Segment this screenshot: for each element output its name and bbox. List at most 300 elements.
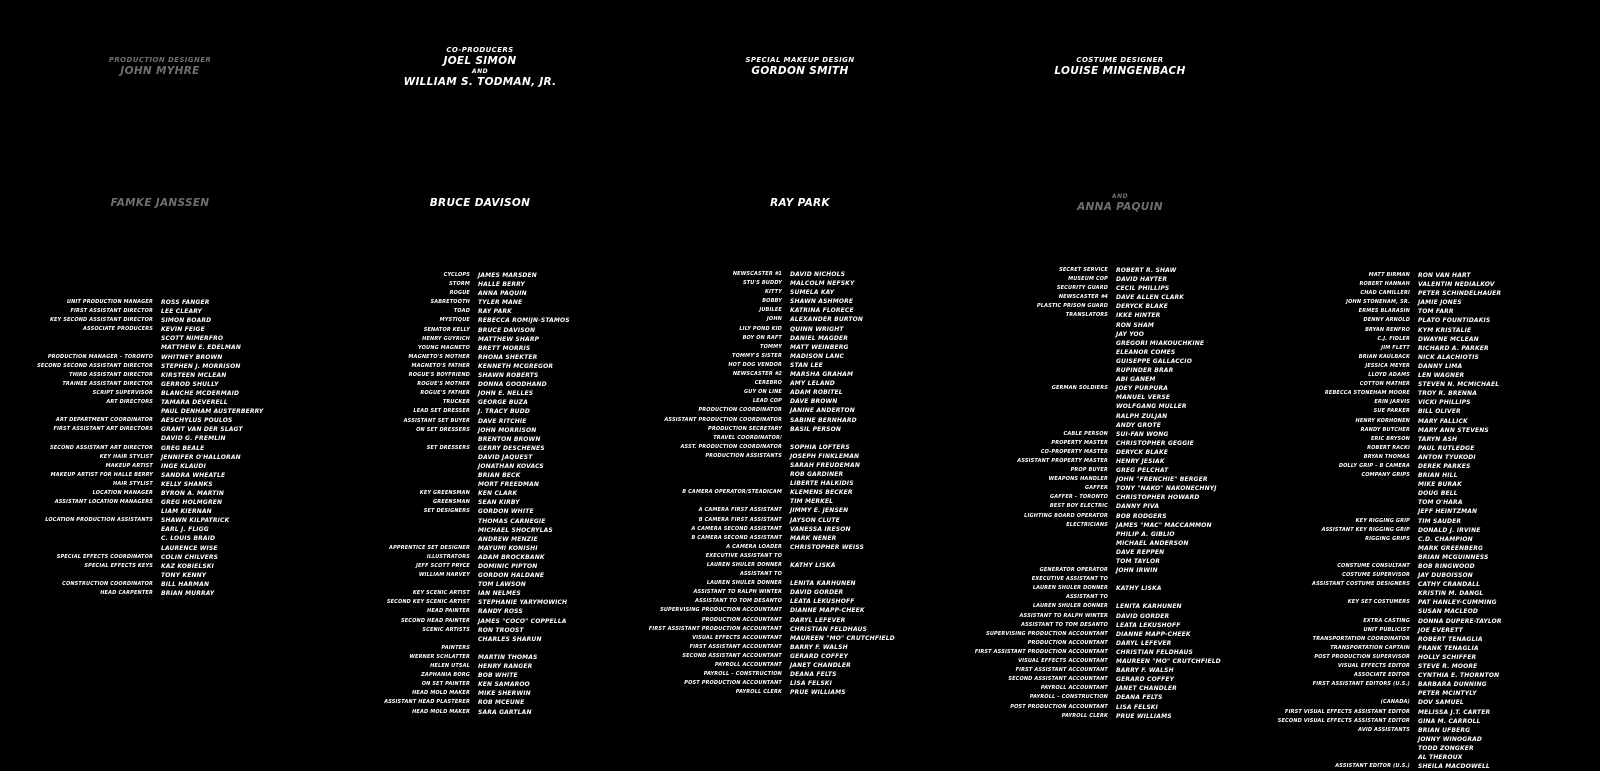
credit-role — [960, 330, 1116, 339]
credit-name: PAUL DENHAM AUSTERBERRY — [161, 408, 264, 416]
credit-row — [340, 326, 660, 335]
credit-role: BRYAN RENFRO — [1365, 326, 1410, 333]
credit-name: MARK NENER — [790, 534, 837, 542]
credit-role: PRODUCTION ASSISTANTS — [705, 452, 782, 459]
credit-role — [1270, 589, 1418, 598]
credit-row — [340, 589, 660, 598]
credit-row — [640, 334, 970, 343]
credit-row — [340, 307, 660, 316]
credit-row — [340, 298, 660, 307]
credit-role — [960, 339, 1116, 348]
credit-role: VISUAL EFFECTS EDITOR — [1337, 663, 1410, 670]
credit-row — [340, 698, 660, 707]
credit-name: JANET CHANDLER — [790, 662, 851, 670]
credit-name: TOM FARR — [1418, 308, 1454, 316]
credit-name: LISA FELSKI — [790, 680, 832, 688]
credit-row — [960, 311, 1280, 320]
card-bruce — [380, 197, 580, 209]
credit-role — [20, 525, 161, 534]
credit-row — [640, 452, 970, 461]
card-name: RAY PARK — [770, 197, 830, 209]
credit-role: TOMMY — [760, 343, 782, 350]
credit-row — [20, 389, 350, 398]
credit-role: ASSISTANT HEAD PLASTERER — [384, 699, 470, 706]
credit-row — [960, 612, 1280, 621]
credit-name: CHRISTOPHER GEGGIE — [1116, 439, 1194, 447]
credit-row — [640, 406, 970, 415]
credits-column-3 — [640, 270, 970, 697]
credit-row — [340, 335, 660, 344]
credit-row — [960, 448, 1280, 457]
credit-name: RON TROOST — [478, 626, 524, 634]
credit-row — [640, 416, 970, 425]
credit-role: GENERATOR OPERATOR — [1039, 567, 1108, 574]
credit-role: PAYROLL ACCOUNTANT — [1040, 685, 1108, 692]
credit-role: YOUNG MAGNETO — [418, 344, 470, 351]
credit-name: CATHY CRANDALL — [1418, 581, 1481, 589]
credit-row — [340, 380, 660, 389]
card-name: JOEL SIMON — [443, 55, 517, 67]
credit-role: POST PRODUCTION SUPERVISOR — [1314, 653, 1410, 660]
credit-row — [640, 606, 970, 615]
credit-name: JOEY PURPURA — [1116, 385, 1169, 393]
credit-row — [340, 708, 660, 717]
credit-name: STAN LEE — [790, 361, 823, 369]
credit-role: PROP BUYER — [1070, 467, 1108, 474]
credit-name: DEANA FELTS — [790, 671, 837, 679]
credit-row — [1270, 517, 1600, 526]
credit-row — [1270, 307, 1600, 316]
credit-name: DAVID HAYTER — [1116, 276, 1168, 284]
credit-name: JOE EVERETT — [1418, 626, 1464, 634]
credit-name: DOV SAMUEL — [1418, 699, 1464, 707]
credit-role — [1270, 607, 1418, 616]
credit-role: HAIR STYLIST — [113, 480, 153, 487]
credit-role: ASSOCIATE EDITOR — [1354, 672, 1410, 679]
credit-role — [960, 530, 1116, 539]
credit-row — [1270, 717, 1600, 726]
credit-role: MYSTIQUE — [439, 317, 470, 324]
credit-role — [1270, 735, 1418, 744]
credit-row — [340, 407, 660, 416]
credits-column-2 — [340, 271, 660, 716]
credit-row — [960, 639, 1280, 648]
credit-name: THOMAS CARNEGIE — [478, 517, 546, 525]
credit-name: DANNY LIMA — [1418, 362, 1463, 370]
credit-role: COSTUME SUPERVISOR — [1342, 572, 1410, 579]
credit-role: ASSISTANT TO — [1065, 594, 1108, 601]
credit-row — [340, 371, 660, 380]
credit-role — [1270, 553, 1418, 562]
credit-row — [960, 302, 1280, 311]
credit-row — [960, 412, 1280, 421]
credit-name: MORT FREEDMAN — [478, 481, 540, 489]
credit-row — [640, 470, 970, 479]
credit-name: SUMELA KAY — [790, 289, 835, 297]
credit-role: SECRET SERVICE — [1059, 267, 1108, 273]
credit-row — [340, 316, 660, 325]
credit-row — [1270, 689, 1600, 698]
credit-role — [340, 471, 478, 480]
credit-name: SHAWN ASHMORE — [790, 298, 854, 306]
credit-role: CHAD CAMILLERI — [1360, 290, 1410, 297]
credit-name: DAVE BROWN — [790, 398, 838, 406]
credit-role: KEY GREENSMAN — [419, 490, 470, 497]
credit-role: VISUAL EFFECTS ACCOUNTANT — [1018, 658, 1108, 665]
credit-name: DONNA GOODHAND — [478, 381, 547, 389]
credit-row — [20, 425, 350, 434]
credit-name: NICK ALACHIOTIS — [1418, 353, 1479, 361]
credit-role: NEWSCASTER #1 — [732, 271, 782, 277]
credit-row — [640, 552, 970, 561]
credit-name: HALLE BERRY — [478, 281, 525, 289]
credit-role — [340, 480, 478, 489]
credit-row — [340, 471, 660, 480]
credit-row — [1270, 708, 1600, 717]
credit-role: TRAVEL COORDINATOR/ — [713, 434, 782, 441]
credit-role: ASSISTANT SET BUYER — [403, 417, 470, 424]
credit-role: HOT DOG VENDOR — [728, 361, 782, 368]
credit-role: PAYROLL ACCOUNTANT — [714, 662, 782, 669]
credit-name: DONNA DUPERE-TAYLOR — [1418, 617, 1502, 625]
credit-row — [960, 693, 1280, 702]
credit-name: IKKE HINTER — [1116, 312, 1161, 320]
credit-row — [960, 712, 1280, 721]
credit-name: KEVIN FEIGE — [161, 326, 205, 334]
credit-role: ASSISTANT TO — [739, 571, 782, 578]
credit-name: LIBERTE HALKIDIS — [790, 480, 854, 488]
credits-column-1 — [20, 298, 350, 680]
credit-row — [960, 284, 1280, 293]
credit-role: JIM FLETT — [1381, 344, 1410, 351]
credit-row — [1270, 426, 1600, 435]
card-name: FAMKE JANSSEN — [110, 197, 210, 209]
credit-row — [640, 361, 970, 370]
credit-name: DAVE RITCHIE — [478, 417, 527, 425]
credit-row — [960, 402, 1280, 411]
credit-name: KENNETH MCGREGOR — [478, 362, 554, 370]
credit-name: ROBERT R. SHAW — [1116, 267, 1177, 274]
credit-name: GERROD SHULLY — [161, 380, 219, 388]
credit-role: PAYROLL – CONSTRUCTION — [703, 671, 782, 678]
credit-role: BEST BOY ELECTRIC — [1049, 503, 1108, 510]
credit-name: LISA FELSKI — [1116, 703, 1158, 711]
credit-row — [20, 398, 350, 407]
credit-row — [960, 375, 1280, 384]
credit-row — [640, 379, 970, 388]
credit-name: KATHY LISKA — [1116, 585, 1162, 593]
credit-name: KEN CLARK — [478, 490, 518, 498]
credit-role: B CAMERA FIRST ASSISTANT — [698, 516, 782, 523]
credit-row — [1270, 544, 1600, 553]
credit-name: DEREK PARKES — [1418, 462, 1471, 470]
credit-role: LAUREN SHULER DONNER — [706, 580, 782, 587]
credit-row — [960, 439, 1280, 448]
credit-role: A CAMERA LOADER — [726, 543, 782, 550]
credit-row — [340, 398, 660, 407]
credit-row — [960, 384, 1280, 393]
credit-row — [20, 434, 350, 443]
credit-role — [640, 497, 790, 506]
credit-role — [1270, 480, 1418, 489]
credit-row — [1270, 289, 1600, 298]
credit-role: ROBERT HANNAH — [1359, 281, 1410, 288]
credit-name: STEPHANIE YARYMOWICH — [478, 599, 568, 607]
credit-name: ANNA PAQUIN — [478, 290, 527, 298]
credit-name: KYM KRISTALIE — [1418, 326, 1472, 334]
credit-role: SECOND VISUAL EFFECTS ASSISTANT EDITOR — [1277, 717, 1410, 724]
credit-name: BRETT MORRIS — [478, 344, 531, 352]
credit-name: BASIL PERSON — [790, 425, 842, 433]
credit-name: KEN SAMAROO — [478, 681, 530, 689]
credit-role — [960, 357, 1116, 366]
credit-row — [340, 426, 660, 435]
credit-name: SCOTT NIMERFRO — [161, 335, 224, 343]
credit-name: LIAM KIERNAN — [161, 508, 212, 516]
credit-name: SARAH FREUDEMAN — [790, 461, 860, 469]
credit-name: RAY PARK — [478, 308, 512, 316]
credit-row — [960, 584, 1280, 593]
credit-name: ADAM BROCKBANK — [478, 553, 545, 561]
credit-role: ASSISTANT EDITOR (U.S.) — [1335, 763, 1410, 770]
card-conjunction: AND — [471, 68, 489, 75]
credit-name: PAUL RUTLEDGE — [1418, 444, 1475, 452]
credit-name: KAZ KOBIELSKI — [161, 562, 214, 570]
credit-name: REBECCA ROMIJN-STAMOS — [478, 317, 570, 325]
credit-role: CYCLOPS — [443, 272, 470, 278]
credit-row — [640, 425, 970, 434]
card-name: ANNA PAQUIN — [1077, 201, 1163, 213]
credit-role: FIRST ASSISTANT ART DIRECTORS — [53, 426, 153, 433]
credit-role — [20, 507, 161, 516]
credit-role: FIRST ASSISTANT ACCOUNTANT — [689, 643, 782, 650]
credit-name: MELISSA J.T. CARTER — [1418, 708, 1491, 716]
credit-row — [20, 325, 350, 334]
credit-name: COLIN CHILVERS — [161, 553, 219, 561]
credit-row — [640, 343, 970, 352]
credit-role — [20, 334, 161, 343]
credit-row — [640, 570, 970, 579]
credit-row — [960, 321, 1280, 330]
credit-role: ERIC BRYSON — [1370, 435, 1410, 442]
credit-role: JESSICA MEYER — [1365, 362, 1410, 369]
credit-name: GINA M. CARROLL — [1418, 717, 1481, 725]
credit-role: ERIN JARVIS — [1374, 399, 1410, 406]
credit-row — [960, 339, 1280, 348]
credit-row — [640, 588, 970, 597]
credit-role — [340, 517, 478, 526]
credit-name: JEFF HEINTZMAN — [1418, 508, 1478, 516]
credit-name: LENITA KARHUNEN — [790, 580, 856, 588]
credit-row — [1270, 680, 1600, 689]
credit-row — [960, 502, 1280, 511]
credit-row — [1270, 735, 1600, 744]
credit-row — [1270, 298, 1600, 307]
card-role: CO-PRODUCERS — [446, 46, 514, 54]
credit-row — [340, 562, 660, 571]
credit-role: STORM — [449, 281, 470, 288]
credit-role: KITTY — [764, 289, 782, 296]
card-name: BRUCE DAVISON — [429, 197, 531, 209]
credit-name: DAVID NICHOLS — [790, 271, 846, 278]
credit-row — [20, 371, 350, 380]
credit-row — [1270, 726, 1600, 735]
credit-role: POST PRODUCTION ACCOUNTANT — [1010, 703, 1108, 710]
credit-name: JAY DUBOISSON — [1418, 572, 1473, 580]
credit-row — [960, 657, 1280, 666]
credit-role: PAYROLL CLERK — [1061, 712, 1108, 719]
credit-role: PRODUCTION COORDINATOR — [698, 407, 782, 414]
credit-row — [1270, 271, 1600, 280]
credit-role — [960, 548, 1116, 557]
credit-name: KIRSTEEN MCLEAN — [161, 371, 227, 379]
credit-role: ART DEPARTMENT COORDINATOR — [55, 417, 153, 424]
credit-role: LAUREN SHULER DONNER — [1032, 585, 1108, 592]
credit-row — [340, 489, 660, 498]
credit-row — [340, 580, 660, 589]
credit-row — [1270, 580, 1600, 589]
credit-row — [1270, 462, 1600, 471]
credit-row — [1270, 480, 1600, 489]
credit-role: RANDY BUTCHER — [1360, 426, 1410, 433]
credit-row — [20, 589, 350, 598]
credit-row — [1270, 598, 1600, 607]
credit-row — [1270, 526, 1600, 535]
credit-row — [20, 362, 350, 371]
credit-row — [340, 644, 660, 653]
credit-role: KEY SCENIC ARTIST — [412, 590, 470, 597]
credit-role: EXECUTIVE ASSISTANT TO — [705, 552, 782, 559]
credit-row — [20, 553, 350, 562]
credit-row — [960, 630, 1280, 639]
credit-name: JONATHAN KOVACS — [478, 462, 544, 470]
credit-row — [960, 602, 1280, 611]
credit-role: LOCATION MANAGER — [92, 489, 153, 496]
credit-row — [640, 652, 970, 661]
credit-name: CHRISTOPHER WEISS — [790, 543, 864, 551]
credit-name: MALCOLM NEFSKY — [790, 280, 855, 288]
credit-name: ROB GARDINER — [790, 471, 844, 479]
credit-row — [640, 670, 970, 679]
credit-role: KEY SECOND ASSISTANT DIRECTOR — [49, 317, 153, 324]
credit-row — [1270, 626, 1600, 635]
credit-row — [1270, 535, 1600, 544]
credit-row — [20, 534, 350, 543]
credit-name: STEPHEN J. MORRISON — [161, 362, 241, 370]
credit-name: BRIAN UFBERG — [1418, 726, 1471, 734]
credit-name: DOMINIC PIPTON — [478, 563, 538, 570]
credit-role: ON SET DRESSERS — [416, 426, 470, 433]
credit-name: MICHAEL ANDERSON — [1116, 539, 1189, 547]
credit-role: SECOND SECOND ASSISTANT DIRECTOR — [37, 362, 153, 369]
credit-row — [960, 621, 1280, 630]
credit-role — [640, 470, 790, 479]
credit-name: ANDY GROTE — [1116, 421, 1161, 429]
credit-name: TIM MERKEL — [790, 498, 834, 506]
credit-name: BOB WHITE — [478, 672, 518, 680]
card-ray — [700, 197, 900, 209]
credit-role: LAUREN SHULER DONNER — [1032, 603, 1108, 610]
credit-row — [20, 562, 350, 571]
credit-role: SET DESIGNERS — [423, 508, 470, 515]
credit-role — [960, 539, 1116, 548]
credit-row — [340, 498, 660, 507]
credit-row — [960, 539, 1280, 548]
credit-row — [20, 334, 350, 343]
credit-name: TOM TAYLOR — [1116, 558, 1161, 565]
credit-row — [960, 430, 1280, 439]
credit-name: BRENTON BROWN — [478, 435, 541, 443]
credit-name: JAY YOO — [1116, 330, 1145, 338]
credit-name: BLANCHE MCDERMAID — [161, 389, 240, 397]
credit-row — [640, 352, 970, 361]
credit-name: GERARD COFFEY — [1116, 676, 1175, 684]
credit-row — [20, 353, 350, 362]
credit-row — [640, 543, 970, 552]
credit-role — [340, 526, 478, 535]
credit-role: SCRIPT SUPERVISOR — [92, 389, 153, 396]
credit-row — [1270, 753, 1600, 762]
credit-row — [1270, 417, 1600, 426]
credit-name: JAMIE JONES — [1418, 299, 1462, 307]
credit-row — [1270, 453, 1600, 462]
credit-row — [960, 293, 1280, 302]
credit-role: SUPERVISING PRODUCTION ACCOUNTANT — [986, 630, 1108, 637]
credit-row — [1270, 744, 1600, 753]
credit-name: AL THEROUX — [1418, 753, 1463, 761]
credit-row — [20, 498, 350, 507]
credit-row — [340, 353, 660, 362]
credit-row — [20, 380, 350, 389]
credit-row — [340, 671, 660, 680]
credit-name: ALEXANDER BURTON — [790, 316, 864, 324]
credit-role: HELEN UTSAL — [430, 663, 470, 670]
credit-role: JEFF SCOTT PRYCE — [415, 563, 470, 569]
credit-name: DARYL LEFEVER — [790, 616, 846, 624]
credit-name: JAYSON CLUTE — [790, 516, 840, 524]
credit-row — [1270, 316, 1600, 325]
credit-row — [1270, 444, 1600, 453]
credit-row — [960, 675, 1280, 684]
credit-role: LILY POND KID — [739, 325, 782, 332]
credit-role: FIRST ASSISTANT DIRECTOR — [70, 308, 153, 315]
credit-row — [640, 534, 970, 543]
credit-name: JOHN MORRISON — [478, 426, 537, 434]
credit-name: TAMARA DEVERELL — [161, 399, 228, 407]
credit-name: JOHN IRWIN — [1116, 567, 1158, 575]
credit-role: PRODUCTION MANAGER – TORONTO — [47, 353, 153, 360]
credit-row — [340, 571, 660, 580]
credit-row — [960, 593, 1280, 602]
credit-row — [340, 362, 660, 371]
credit-role: CO-PROPERTY MASTER — [1040, 448, 1108, 455]
credit-role: ELECTRICIANS — [1066, 521, 1108, 528]
credit-row — [960, 275, 1280, 284]
credit-role — [20, 407, 161, 416]
credit-row — [20, 343, 350, 352]
credit-row — [960, 457, 1280, 466]
credit-name: PETER SCHINDELHAUER — [1418, 290, 1502, 298]
credit-role: ROBERT RACKI — [1367, 444, 1410, 451]
credit-name: BOB RODGERS — [1116, 512, 1167, 520]
credit-row — [340, 344, 660, 353]
credit-role: WEAPONS HANDLER — [1048, 476, 1108, 483]
credit-role: TRUCKER — [442, 399, 470, 406]
credit-row — [340, 626, 660, 635]
credit-role: PRODUCTION ACCOUNTANT — [1027, 639, 1108, 646]
credit-role: SECOND HEAD PAINTER — [400, 617, 470, 624]
card-name: WILLIAM S. TODMAN, JR. — [403, 76, 557, 88]
